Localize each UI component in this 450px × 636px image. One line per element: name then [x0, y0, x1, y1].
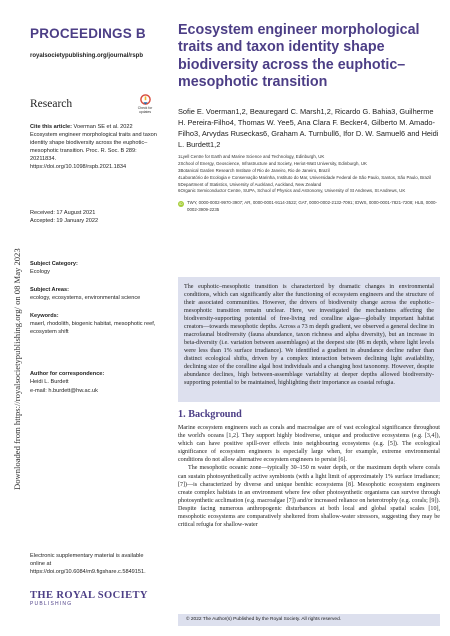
article-title: Ecosystem engineer morphological traits and taxon identity shape biodiversity across the euphotic–mesophotic transition	[178, 22, 420, 91]
orcid-ids[interactable]: TWY, 0000-0002-9970-3907; AR, 0000-0001-9114-3522; GAT, 0000-0002-2132-7091; IDWS, 0000-0001-7821-7208; HLB, 0000-0002-3909-2235	[187, 200, 437, 212]
orcid-list	[178, 200, 440, 214]
keywords-value: maerl, rhodolith, biogenic habitat, mesophotic reef, ecosystem shift	[30, 321, 156, 336]
author-list: Sofie E. Voerman1,2, Beauregard C. Marsh1,2, Ricardo G. Bahia3, Guilherme H. Pereira-Filho4, Thomas W. Yee5, Ana Clara F. Becker4, Gilberto M. Amado-Filho3, Arvydas Ruseckas6, Graham A. Turnbull6, Ifor D. W. Samuel6 and Heidi L. Burdett1,2	[178, 106, 439, 150]
main-column	[178, 22, 440, 214]
received-date: Received: 17 August 2021	[30, 210, 96, 217]
check-updates-badge[interactable]	[132, 94, 158, 114]
background-section	[178, 409, 440, 529]
check-updates-label: Check for updates	[137, 106, 153, 114]
subject-category-value: Ecology	[30, 268, 50, 275]
dates	[30, 209, 158, 225]
article-type-row	[30, 94, 158, 114]
subject-category-label: Subject Category:	[30, 260, 78, 267]
keywords-label: Keywords:	[30, 313, 59, 320]
publisher-logo	[30, 590, 158, 607]
affiliation: 5Department of Statistics, University of Auckland, Auckland, New Zealand	[178, 181, 322, 187]
orcid-icon: iD	[179, 201, 183, 206]
download-stamp	[2, 150, 22, 490]
publisher-sub: PUBLISHING	[30, 601, 73, 607]
affiliation: 1Lyell Centre for Earth and Marine Science and Technology, Edinburgh, UK	[178, 154, 325, 160]
accepted-date: Accepted: 19 January 2022	[30, 218, 99, 225]
abstract-text: The euphotic–mesophotic transition is characterized by dramatic changes in environmental conditions, which can significantly alter the functioning of ecosystem engineers and the structure of their associated communities. However, the drivers of biodiversity change across the euphotic–mesophotic transition remain unclear. Here, we investigated the mechanisms affecting the biodiversity-supporting potential of free-living red coralline algae—globally important habitat creators—towards mesophotic depths. Across a 73 m depth gradient, we observed a general decline in macrofaunal biodiversity (fauna abundance, taxon richness and alpha diversity), but an increase in beta-diversity (i.e. variation between assemblages) at the deepest site (86 m depth, where light levels were less than 1% surface irradiance). We identified a gradient in abundance decline rather than distinct ecological shifts, driven by a complex interaction between declining light availability, declining size of the coralline algal host individuals and a changing host taxonomy. However, despite abundance declines, high between-assemblage variability at deeper depths allowed biodiversity-supporting potential to be maintained, highlighting their importance as coastal refugia.	[184, 284, 434, 387]
body-paragraph: The mesophotic oceanic zone—typically 30–150 m water depth, or the maximum depth where corals can sustain photosynthetically active symbionts (with a light limit of approximately 1% surface irradiance; [7])—is characterized by diverse and unique benthic ecosystems [8]. Mesophotic ecosystem engineers create complex habitats in an environment where few other photosynthetic organisms can survive through photosynthetic acclimation (e.g. macroalgae [7]) and/or increased reliance on heterotrophy (e.g. corals; [9]). Despite facing numerous anthropogenic disturbances at both local and global spatial scales [10], mesophotic ecosystems are comparatively sheltered from shallow-water stressors, suggesting they may be critical refugia for shallow-water	[178, 465, 440, 529]
correspondence-label: Author for correspondence:	[30, 371, 105, 378]
affiliation: 2School of Energy, Geoscience, Infrastructure and Society, Heriot-Watt University, Edinburgh, UK	[178, 161, 367, 167]
subject-areas-value: ecology, ecosystems, environmental science	[30, 294, 141, 301]
citation-text: Voerman SE et al. 2022 Ecosystem engineer morphological traits and taxon identity shape biodiversity across the euphotic–mesophotic transition. Proc. R. Soc. B 289: 20211834.	[30, 123, 157, 163]
affiliation: 3Botanical Garden Research Institute of Rio de Janeiro, Rio de Janeiro, Brazil	[178, 167, 330, 173]
journal-name: PROCEEDINGS B	[30, 26, 146, 41]
journal-url[interactable]: royalsocietypublishing.org/journal/rspb	[30, 52, 144, 59]
left-column	[30, 24, 158, 576]
keywords	[30, 312, 158, 336]
correspondence-email[interactable]: e-mail: h.burdett@hw.ac.uk	[30, 387, 98, 394]
article-type: Research	[30, 98, 73, 111]
publisher-name: THE ROYAL SOCIETY	[30, 590, 148, 601]
citation-doi[interactable]: https://doi.org/10.1098/rspb.2021.1834	[30, 164, 127, 171]
subject-areas-label: Subject Areas:	[30, 286, 69, 293]
subject-category	[30, 260, 158, 276]
affiliation: 6Organic Semiconductor Centre, SUPA, School of Physics and Astronomy, University of St Andrews, St Andrews, UK	[178, 188, 406, 194]
correspondence	[30, 370, 158, 394]
citation	[30, 123, 158, 172]
subject-areas	[30, 286, 158, 302]
correspondence-name: Heidi L. Burdett	[30, 379, 69, 386]
supplementary-note: Electronic supplementary material is available online at https://doi.org/10.6084/m9.figshare.c.5849151.	[30, 553, 146, 576]
copyright-footer: © 2022 The Author(s) Published by the Royal Society. All rights reserved.	[178, 614, 440, 626]
body-paragraph: Marine ecosystem engineers such as corals and macroalgae are of vast ecological significance throughout the world's oceans [1,2]. They support highly biodiverse, unique and productive ecosystems (e.g. [3,4]), which can have positive spill-over effects into neighbouring ecosystems (e.g. [5]). The ecological significance of ecosystem engineers is especially large when, for example, extreme environmental conditions do not allow alternative ecosystem engineers to persist [6].	[178, 425, 440, 464]
section-heading: 1. Background	[178, 409, 242, 420]
affiliations	[178, 154, 440, 195]
affiliation: 4Laboratório de Ecologia e Conservação Marinha, Instituto do Mar, Universidade Federal de São Paulo, Santos, São Paulo, Brazil	[178, 174, 432, 180]
abstract-panel	[178, 277, 440, 402]
citation-label: Cite this article:	[30, 123, 72, 130]
download-stamp-text: Downloaded from https://royalsocietypublishing.org/ on 08 May 2023	[12, 248, 22, 490]
